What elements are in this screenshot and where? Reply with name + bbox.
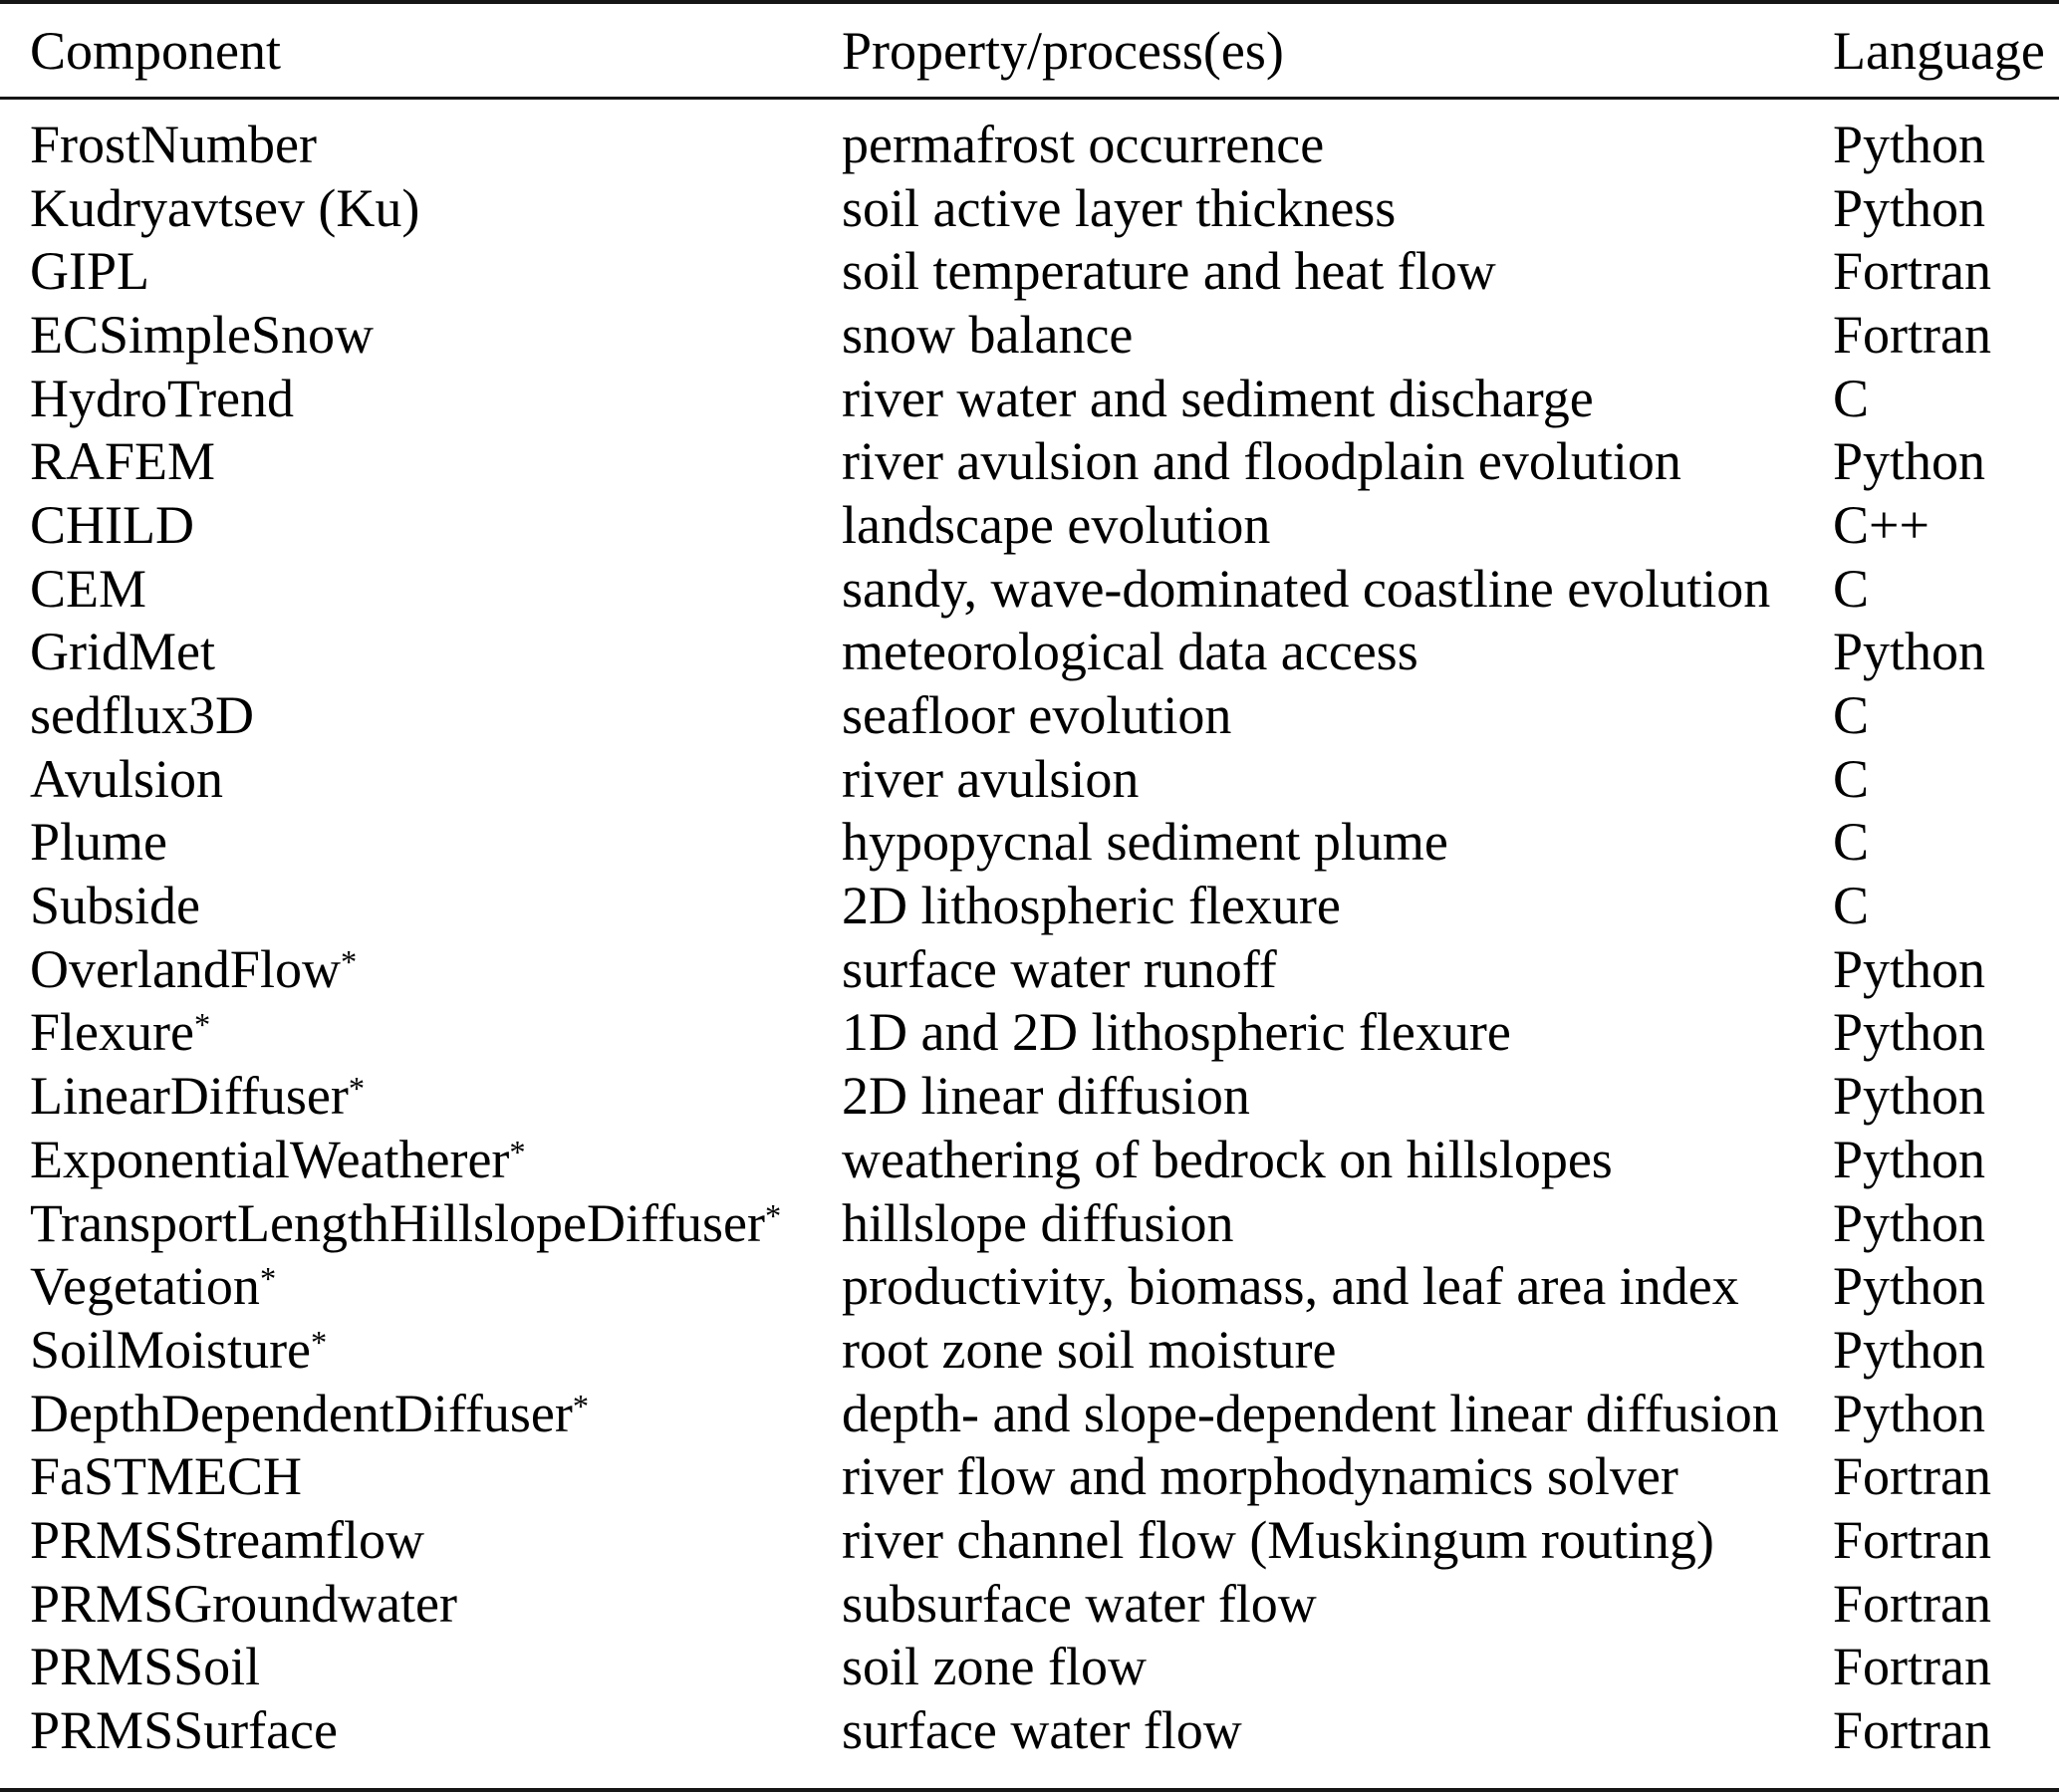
property-cell: surface water runoff [842,938,1277,999]
table-row [0,747,2059,811]
property-cell: sandy, wave-dominated coastline evolution [842,558,1771,619]
language-cell: Fortran [1833,1509,1991,1570]
table-row [0,937,2059,1001]
property-cell: productivity, biomass, and leaf area index [842,1256,1739,1317]
table-row [0,683,2059,747]
component-cell: sedflux3D [30,685,254,746]
component-cell: LinearDiffuser* [30,1066,366,1127]
table-row [0,176,2059,240]
component-cell: SoilMoisture* [30,1319,328,1380]
component-cell: Subside [30,876,201,936]
language-cell: Python [1833,622,1986,682]
component-cell: DepthDependentDiffuser* [30,1383,590,1443]
component-cell: Vegetation* [30,1256,277,1317]
component-cell: PRMSSoil [30,1637,261,1697]
component-cell: CHILD [30,494,194,555]
table-row [0,303,2059,367]
component-cell: FrostNumber [30,114,317,174]
asterisk-marker: * [348,1071,366,1108]
property-cell: 2D linear diffusion [842,1066,1250,1127]
language-cell: Python [1833,1066,1986,1127]
language-cell: Python [1833,1192,1986,1253]
language-cell: Python [1833,938,1986,999]
property-cell: river water and sediment discharge [842,368,1594,428]
property-cell: soil active layer thickness [842,177,1397,238]
asterisk-marker: * [311,1325,328,1362]
component-cell: ExponentialWeatherer* [30,1129,526,1189]
property-cell: 1D and 2D lithospheric flexure [842,1002,1511,1063]
property-cell: soil zone flow [842,1637,1147,1697]
property-cell: meteorological data access [842,622,1418,682]
language-cell: C++ [1833,494,1930,555]
component-cell: TransportLengthHillslopeDiffuser* [30,1192,782,1253]
table-row [0,1508,2059,1572]
language-cell: Fortran [1833,1637,1991,1697]
table-row [0,367,2059,430]
component-cell: Kudryavtsev (Ku) [30,177,420,238]
table-row [0,1128,2059,1191]
property-cell: soil temperature and heat flow [842,241,1496,302]
language-cell: Python [1833,1256,1986,1317]
language-cell: Python [1833,1129,1986,1189]
property-cell: snow balance [842,304,1134,365]
asterisk-marker: * [509,1135,526,1171]
language-cell: Python [1833,177,1986,238]
property-cell: subsurface water flow [842,1573,1317,1634]
language-cell: C [1833,685,1870,746]
property-cell: hypopycnal sediment plume [842,812,1448,873]
language-cell: Python [1833,1383,1986,1443]
language-cell: Python [1833,1002,1986,1063]
language-cell: Fortran [1833,1446,1991,1507]
table-body [0,100,2059,1762]
column-header-component: Component [30,20,281,81]
table-row [0,429,2059,493]
property-cell: landscape evolution [842,494,1271,555]
table-row [0,493,2059,557]
language-cell: C [1833,558,1870,619]
component-cell: Plume [30,812,168,873]
property-cell: river avulsion [842,748,1140,809]
component-cell: PRMSSurface [30,1700,338,1761]
table-row [0,811,2059,875]
table-row [0,1444,2059,1508]
table-row [0,113,2059,176]
language-cell: Python [1833,1319,1986,1380]
property-cell: weathering of bedrock on hillslopes [842,1129,1613,1189]
table-header-row [0,4,2059,100]
table-row [0,874,2059,937]
language-cell: Python [1833,114,1986,174]
property-cell: hillslope diffusion [842,1192,1234,1253]
component-cell: RAFEM [30,431,216,492]
component-cell: Avulsion [30,748,224,809]
component-cell: Flexure* [30,1002,211,1063]
language-cell: Fortran [1833,1700,1991,1761]
table-row [0,1001,2059,1065]
table-row [0,1572,2059,1636]
language-cell: C [1833,812,1870,873]
table-row [0,557,2059,621]
property-cell: root zone soil moisture [842,1319,1337,1380]
component-cell: CEM [30,558,147,619]
component-cell: GIPL [30,241,149,302]
language-cell: C [1833,748,1870,809]
table-row [0,239,2059,303]
component-cell: ECSimpleSnow [30,304,375,365]
table-row [0,621,2059,684]
asterisk-marker: * [340,944,358,981]
asterisk-marker: * [193,1007,211,1044]
property-cell: river avulsion and floodplain evolution [842,431,1681,492]
asterisk-marker: * [764,1197,782,1234]
table-row [0,1698,2059,1762]
component-cell: PRMSGroundwater [30,1573,457,1634]
property-cell: seafloor evolution [842,685,1232,746]
property-cell: permafrost occurrence [842,114,1325,174]
language-cell: Python [1833,431,1986,492]
property-cell: 2D lithospheric flexure [842,876,1341,936]
table-row [0,1254,2059,1318]
table-row [0,1191,2059,1255]
component-cell: GridMet [30,622,215,682]
component-cell: HydroTrend [30,368,295,428]
column-header-property: Property/process(es) [842,20,1284,81]
property-cell: surface water flow [842,1700,1242,1761]
language-cell: C [1833,368,1870,428]
column-header-language: Language [1833,20,2045,81]
component-cell: PRMSStreamflow [30,1509,425,1570]
language-cell: Fortran [1833,1573,1991,1634]
property-cell: depth- and slope-dependent linear diffusion [842,1383,1779,1443]
table-row [0,1636,2059,1699]
table-row [0,1318,2059,1382]
language-cell: Fortran [1833,241,1991,302]
asterisk-marker: * [572,1389,590,1425]
component-cell: FaSTMECH [30,1446,303,1507]
property-cell: river flow and morphodynamics solver [842,1446,1678,1507]
table-row [0,1382,2059,1445]
property-cell: river channel flow (Muskingum routing) [842,1509,1714,1570]
language-cell: C [1833,876,1870,936]
language-cell: Fortran [1833,304,1991,365]
asterisk-marker: * [259,1261,277,1298]
component-cell: OverlandFlow* [30,938,358,999]
table-row [0,1064,2059,1128]
